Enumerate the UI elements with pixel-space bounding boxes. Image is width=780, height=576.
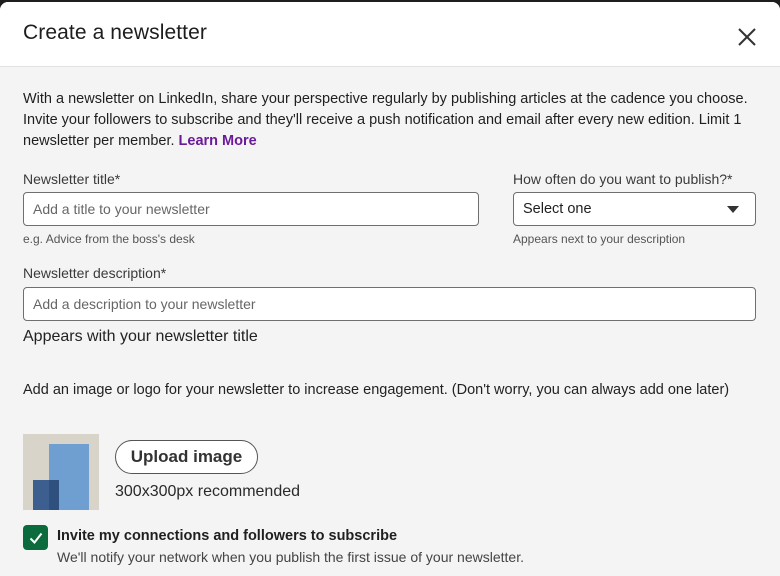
dialog-title: Create a newsletter [23, 21, 207, 44]
frequency-hint: Appears next to your description [513, 232, 686, 246]
checkmark-icon [28, 530, 44, 546]
newsletter-description-input[interactable] [23, 287, 756, 321]
dialog-header [0, 2, 780, 67]
frequency-label: How often do you want to publish?* [513, 171, 733, 187]
newsletter-title-label: Newsletter title* [23, 171, 121, 187]
intro-body: With a newsletter on LinkedIn, share your perspective regularly by publishing articles at the cadence you choose. Invite your followers to subscribe and they'll receive a push notification and email after every new edition. Limit 1 newsletter per member. [23, 91, 748, 149]
title-placeholder: Add a title to your newsletter [33, 201, 210, 217]
image-recommendation: 300x300px recommended [115, 483, 301, 500]
chevron-down-icon [727, 206, 739, 213]
description-hint: Appears with your newsletter title [23, 328, 258, 345]
frequency-select[interactable] [513, 192, 756, 226]
frequency-value: Select one [523, 201, 592, 217]
newsletter-title-hint: e.g. Advice from the boss's desk [23, 232, 195, 246]
upload-image-button[interactable]: Upload image [115, 440, 258, 474]
invite-description: We'll notify your network when you publish the first issue of your newsletter. [57, 549, 524, 565]
invite-checkbox[interactable] [23, 525, 48, 550]
newsletter-image-placeholder [23, 434, 99, 510]
invite-label: Invite my connections and followers to subscribe [57, 528, 398, 544]
description-placeholder: Add a description to your newsletter [33, 296, 256, 312]
close-icon[interactable] [734, 24, 760, 50]
create-newsletter-dialog [0, 2, 780, 576]
intro-text [23, 89, 758, 152]
newsletter-description-label: Newsletter description* [23, 265, 167, 281]
image-note: Add an image or logo for your newsletter to increase engagement. (Don't worry, you can always add one later) [23, 382, 730, 398]
newsletter-title-input[interactable] [23, 192, 479, 226]
learn-more-link[interactable]: Learn More [178, 133, 257, 149]
